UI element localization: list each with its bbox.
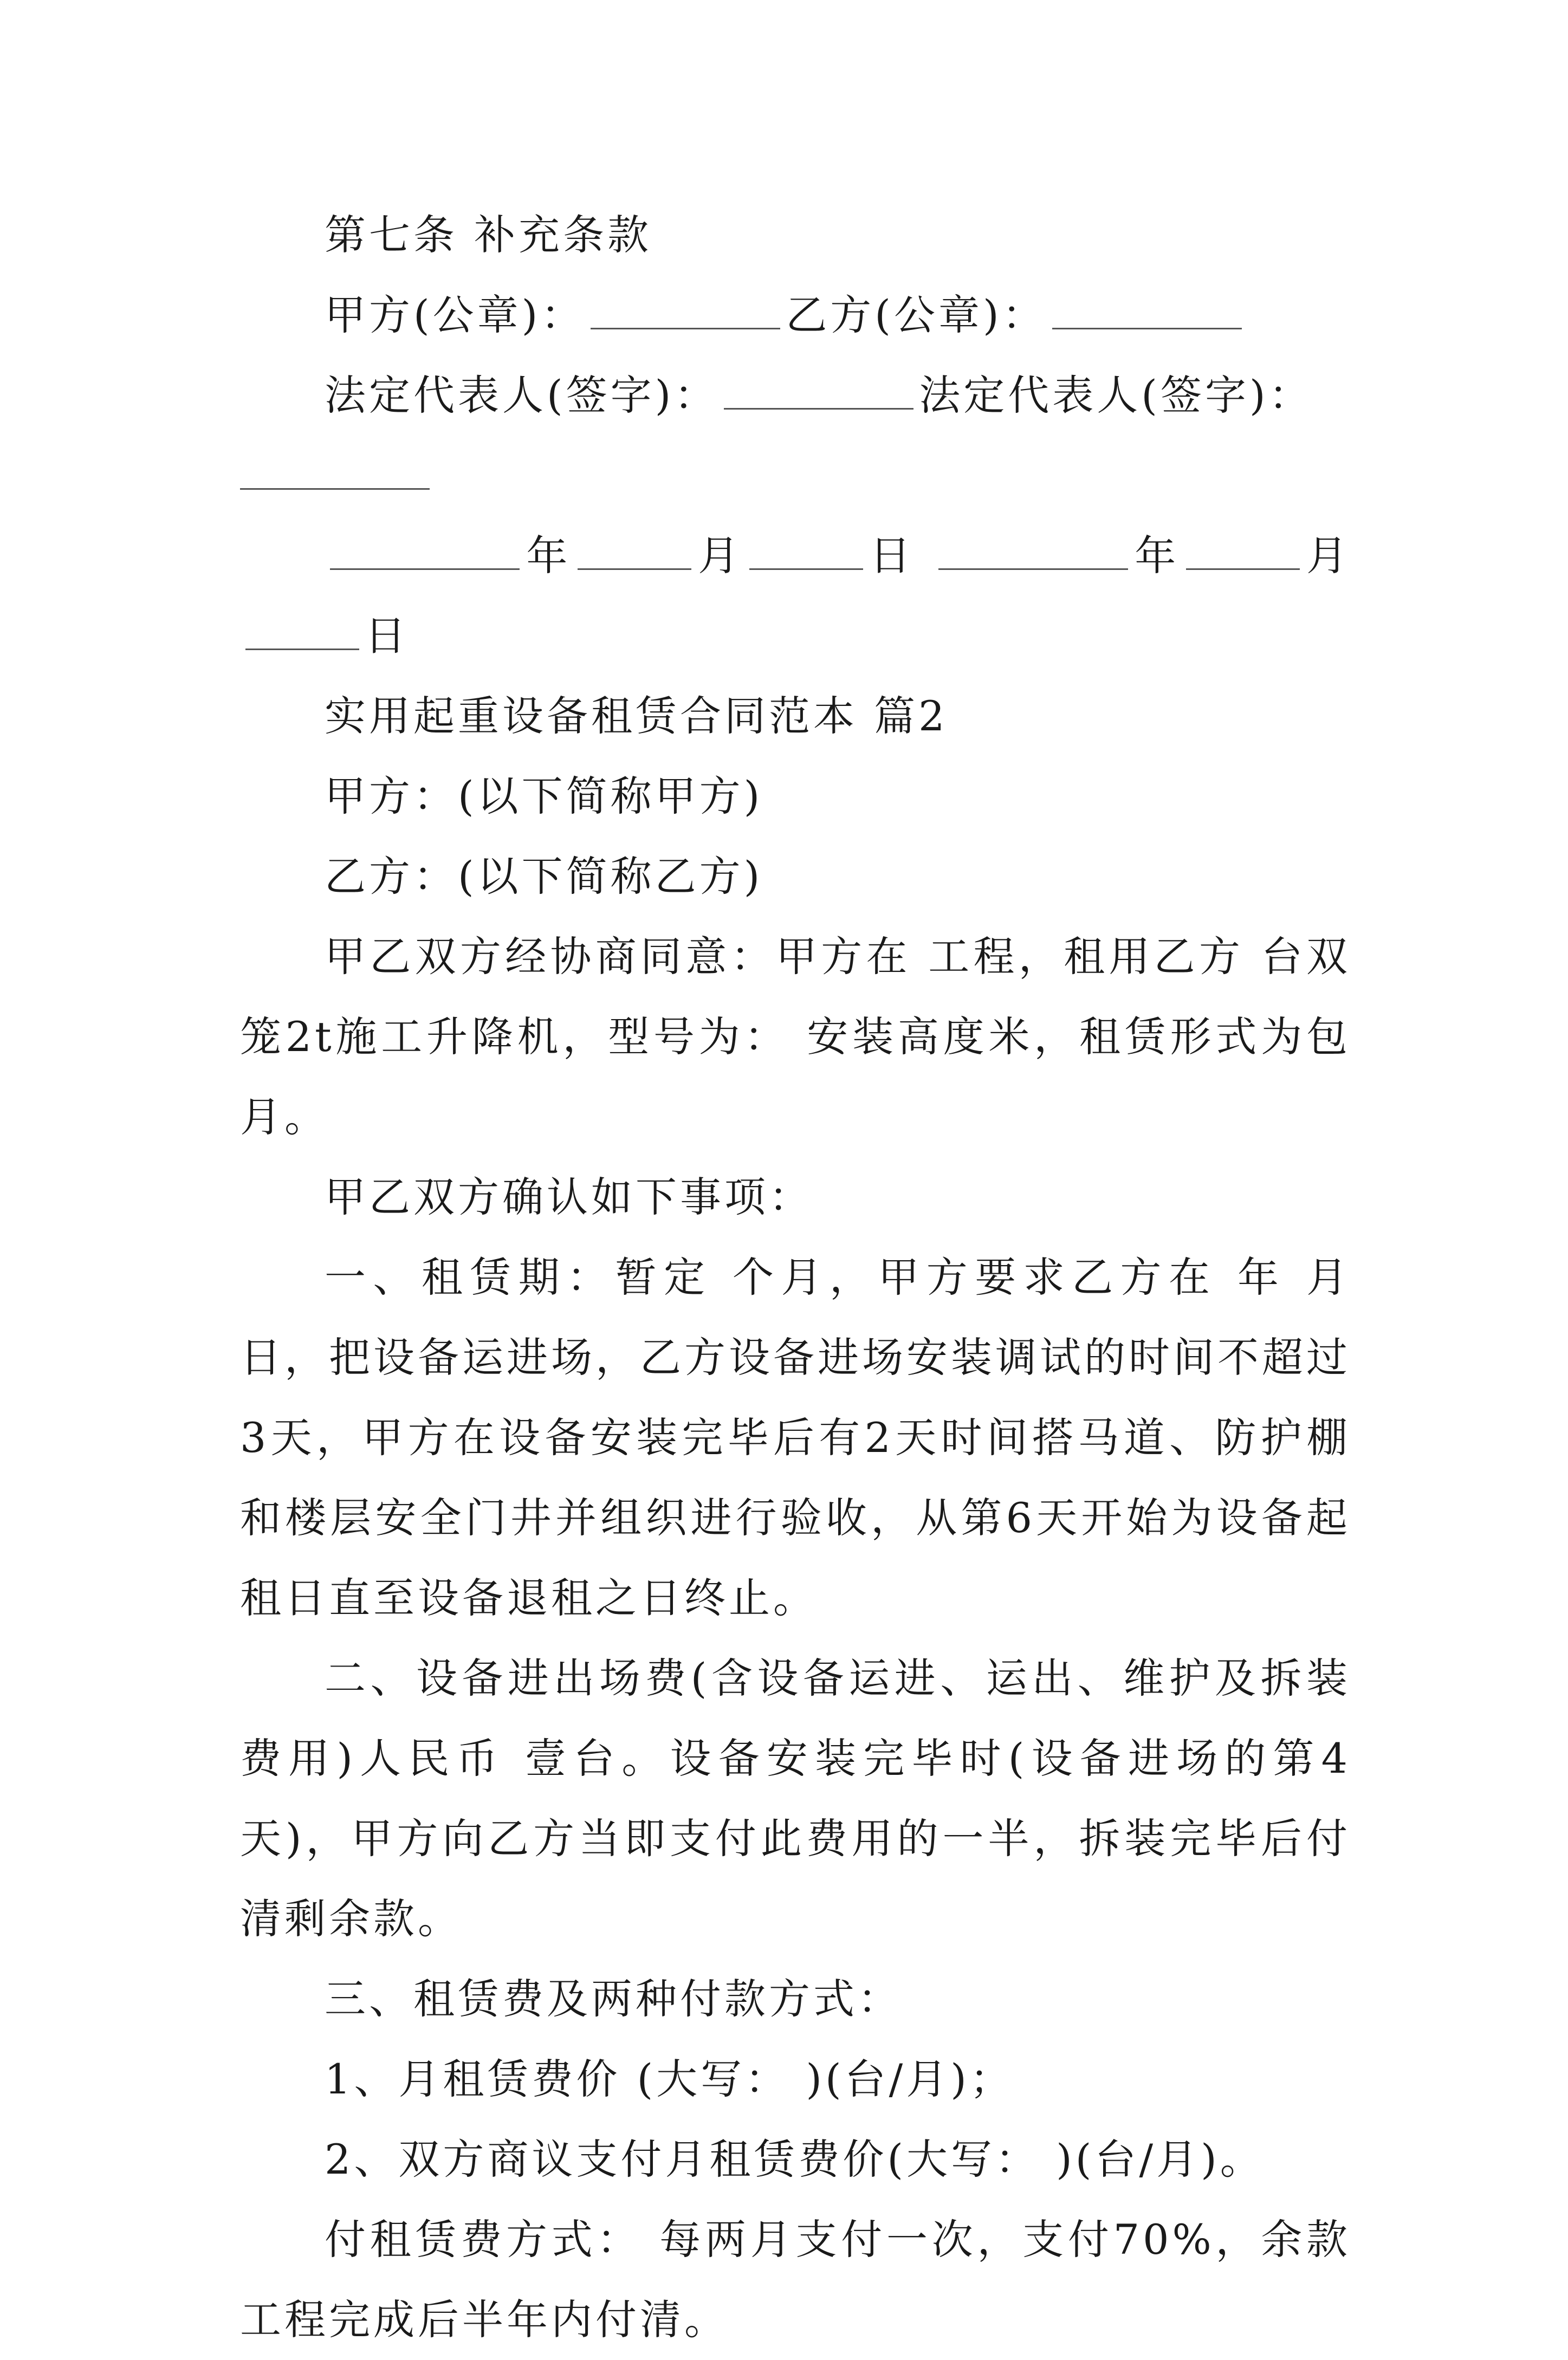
date-b-month-blank[interactable] [1186, 535, 1300, 570]
item-3-1-line: 1、月租赁费价 (大写： )(台/月)； [325, 2055, 1014, 2103]
confirm-heading: 甲乙双方确认如下事项： [325, 1173, 813, 1221]
representative-line [240, 355, 1351, 436]
item-1-paragraph: 一、租赁期：暂定 个月，甲方要求乙方在 年 月 日，把设备运进场，乙方设备进场安装调试的时间不超过3天，甲方在设备安装完毕后有2天时间搭马道、防护棚和楼层安全门井并组织进行验收，从第6天开始为设备起租日直至设备退租之日终止。 [240, 1253, 1368, 1622]
date-b-month: 月 [1305, 531, 1351, 580]
rep-a-blank[interactable] [724, 374, 913, 410]
party-a-seal-label: 甲方(公章)： [325, 291, 586, 339]
rep-b-label: 法定代表人(签字)： [919, 371, 1313, 419]
date-line [240, 516, 1351, 676]
intro-paragraph: 甲乙双方经协商同意：甲方在 工程，租用乙方 台双笼2t施工升降机，型号为： 安装高度米，租赁形式为包月。 [240, 932, 1351, 1141]
payment-paragraph: 付租赁费方式： 每两月支付一次，支付70%，余款工程完成后半年内付清。 [240, 2215, 1351, 2344]
date-b-day-blank[interactable] [245, 615, 359, 650]
date-a-month-blank[interactable] [578, 535, 691, 570]
article-7-heading: 第七条 补充条款 [325, 211, 652, 259]
item-3-2-line: 2、双方商议支付月租赁费价(大写： )(台/月)。 [325, 2135, 1265, 2183]
date-a-day: 日 [868, 531, 916, 580]
seal-line [240, 275, 1351, 355]
party-b-line: 乙方：(以下简称乙方) [325, 852, 763, 900]
party-a-line: 甲方：(以下简称甲方) [325, 772, 763, 820]
date-b-year-blank[interactable] [938, 535, 1128, 570]
date-a-day-blank[interactable] [749, 535, 863, 570]
date-a-year: 年 [525, 531, 572, 580]
date-a-year-blank[interactable] [330, 535, 520, 570]
date-b-year: 年 [1133, 531, 1181, 580]
rep-b-blank[interactable] [240, 455, 430, 490]
item-2-paragraph: 二、设备进出场费(含设备运进、运出、维护及拆装费用)人民币 壹台。设备安装完毕时(设备进场的第4天)，甲方向乙方当即支付此费用的一半，拆装完毕后付清剩余款。 [240, 1654, 1351, 1943]
party-b-seal-label: 乙方(公章)： [786, 291, 1047, 339]
date-b-day: 日 [365, 612, 409, 660]
item-3-heading: 三、租赁费及两种付款方式： [325, 1975, 902, 2023]
rep-b-continuation [240, 436, 1351, 516]
party-a-seal-blank[interactable] [591, 294, 780, 329]
document-body [240, 195, 1368, 2360]
section-title: 实用起重设备租赁合同范本 篇2 [325, 692, 948, 740]
party-b-seal-blank[interactable] [1052, 294, 1242, 329]
rep-a-label: 法定代表人(签字)： [325, 371, 719, 419]
date-a-month: 月 [696, 531, 744, 580]
